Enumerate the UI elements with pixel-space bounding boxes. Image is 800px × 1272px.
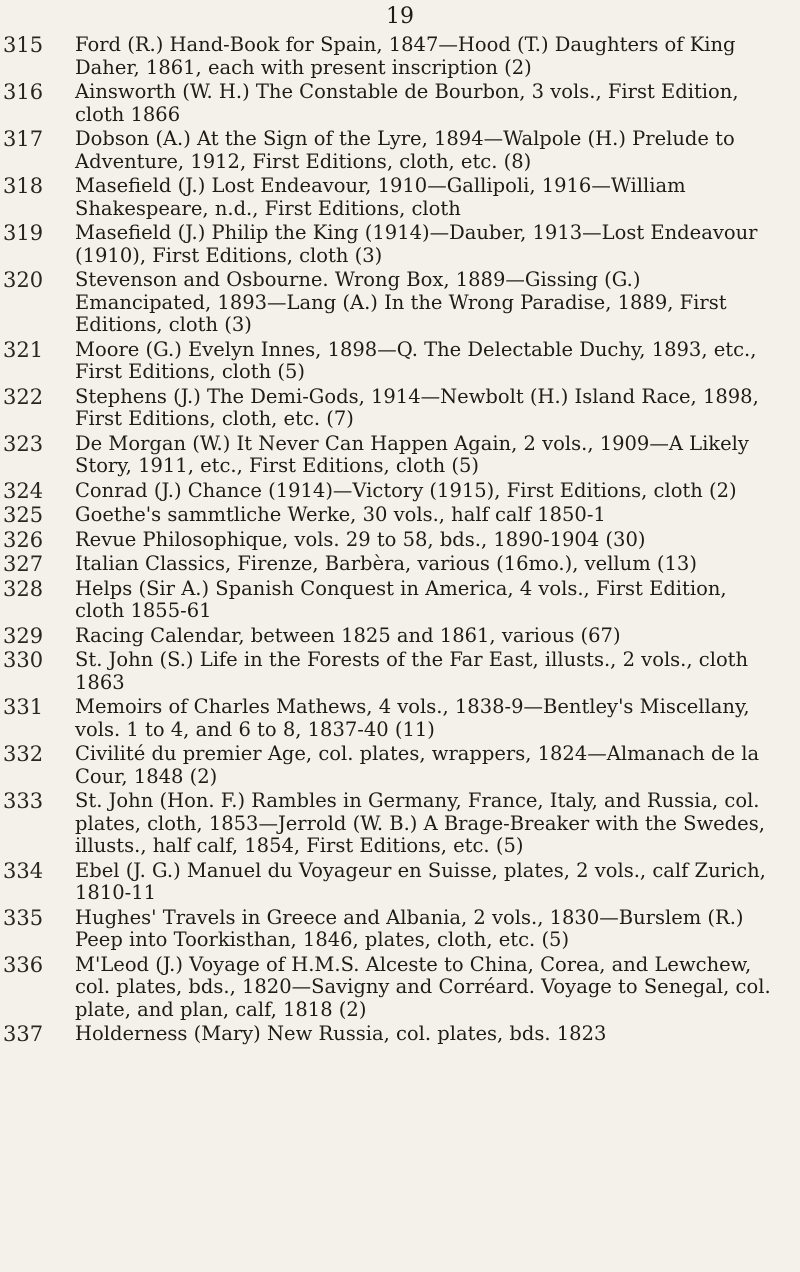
entry-text: Revue Philosophique, vols. 29 to 58, bds., 1890-1904 (30) [75, 527, 646, 551]
catalogue-entry [0, 269, 800, 337]
entry-text: Dobson (A.) At the Sign of the Lyre, 1894—Walpole (H.) Prelude to Adventure, 1912, First Editions, cloth, etc. (8) [75, 127, 735, 173]
catalogue-entry [0, 860, 800, 905]
lot-number: 332 [3, 742, 44, 766]
lot-number: 329 [3, 623, 44, 648]
entry-text: St. John (Hon. F.) Rambles in Germany, France, Italy, and Russia, col. plates, cloth, 1853—Jerrold (W. B.) A Brage-Breaker with the Swedes, illusts., half calf, 1854, First Editions, etc. (5) [75, 789, 765, 857]
lot-number: 316 [3, 80, 44, 104]
lot-number: 321 [3, 337, 44, 362]
entry-text: Ainsworth (W. H.) The Constable de Bourbon, 3 vols., First Edition, cloth 1866 [75, 80, 739, 126]
lot-number: 337 [3, 1022, 44, 1046]
lot-number: 318 [3, 174, 44, 198]
catalogue-entry [0, 128, 800, 173]
entry-text: Holderness (Mary) New Russia, col. plates, bds. 1823 [75, 1022, 607, 1045]
catalogue-list [0, 34, 800, 1048]
catalogue-entry [0, 175, 800, 220]
lot-number: 325 [3, 503, 44, 527]
catalogue-entry [0, 553, 800, 576]
catalogue-entry [0, 504, 800, 527]
catalogue-entry [0, 625, 800, 648]
entry-text: De Morgan (W.) It Never Can Happen Again, 2 vols., 1909—A Likely Story, 1911, etc., First Editions, cloth (5) [75, 431, 749, 477]
entry-text: Conrad (J.) Chance (1914)—Victory (1915), First Editions, cloth (2) [75, 478, 737, 502]
entry-text: Hughes' Travels in Greece and Albania, 2 vols., 1830—Burslem (R.) Peep into Toorkisthan, 1846, plates, cloth, etc. (5) [75, 905, 744, 951]
entry-text: St. John (S.) Life in the Forests of the Far East, illusts., 2 vols., cloth 1863 [75, 648, 749, 694]
lot-number: 336 [3, 952, 44, 977]
catalogue-entry [0, 696, 800, 741]
lot-number: 322 [3, 384, 44, 409]
lot-number: 319 [3, 221, 44, 245]
catalogue-entry [0, 649, 800, 694]
entry-text: Masefield (J.) Lost Endeavour, 1910—Gallipoli, 1916—William Shakespeare, n.d., First Editions, cloth [75, 174, 686, 220]
lot-number: 331 [3, 695, 44, 719]
catalogue-entry [0, 743, 800, 788]
lot-number: 317 [3, 127, 44, 151]
entry-text: Stephens (J.) The Demi-Gods, 1914—Newbolt (H.) Island Race, 1898, First Editions, cloth, etc. (7) [75, 384, 759, 430]
lot-number: 328 [3, 576, 44, 601]
entry-text: Goethe's sammtliche Werke, 30 vols., half calf 1850-1 [75, 503, 606, 526]
entry-text: Ebel (J. G.) Manuel du Voyageur en Suisse, plates, 2 vols., calf Zurich, 1810-11 [75, 858, 766, 904]
lot-number: 334 [3, 858, 44, 883]
catalogue-entry [0, 386, 800, 431]
catalogue-entry [0, 81, 800, 126]
entry-text: Helps (Sir A.) Spanish Conquest in America, 4 vols., First Edition, cloth 1855-61 [75, 576, 727, 622]
lot-number: 320 [3, 268, 44, 292]
entry-text: Racing Calendar, between 1825 and 1861, various (67) [75, 623, 621, 647]
entry-text: Masefield (J.) Philip the King (1914)—Dauber, 1913—Lost Endeavour (1910), First Editions, cloth (3) [75, 221, 758, 267]
catalogue-entry [0, 222, 800, 267]
entry-text: Civilité du premier Age, col. plates, wrappers, 1824—Almanach de la Cour, 1848 (2) [75, 742, 760, 788]
lot-number: 327 [3, 552, 44, 576]
lot-number: 335 [3, 905, 44, 930]
entry-text: M'Leod (J.) Voyage of H.M.S. Alceste to China, Corea, and Lewchew, col. plates, bds., 1820—Savigny and Corréard. Voyage to Senegal, col. plate, and plan, calf, 1818 (2) [75, 952, 771, 1021]
lot-number: 330 [3, 648, 44, 672]
catalogue-entry [0, 578, 800, 623]
lot-number: 315 [3, 33, 44, 57]
entry-text: Stevenson and Osbourne. Wrong Box, 1889—Gissing (G.) Emancipated, 1893—Lang (A.) In the Wrong Paradise, 1889, First Editions, cloth (3) [75, 268, 727, 336]
catalogue-entry [0, 34, 800, 79]
catalogue-entry [0, 1023, 800, 1046]
entry-text: Moore (G.) Evelyn Innes, 1898—Q. The Delectable Duchy, 1893, etc., First Editions, cloth (5) [75, 337, 757, 383]
catalogue-entry [0, 433, 800, 478]
catalogue-entry [0, 480, 800, 503]
entry-text: Italian Classics, Firenze, Barbèra, various (16mo.), vellum (13) [75, 552, 697, 575]
catalogue-entry [0, 954, 800, 1022]
catalogue-entry [0, 907, 800, 952]
lot-number: 326 [3, 527, 44, 552]
page-number: 19 [386, 4, 414, 29]
lot-number: 324 [3, 478, 44, 503]
entry-text: Ford (R.) Hand-Book for Spain, 1847—Hood (T.) Daughters of King Daher, 1861, each with present inscription (2) [75, 33, 736, 79]
entry-text: Memoirs of Charles Mathews, 4 vols., 1838-9—Bentley's Miscellany, vols. 1 to 4, and 6 to 8, 1837-40 (11) [75, 695, 750, 741]
catalogue-entry [0, 790, 800, 858]
catalogue-entry [0, 529, 800, 552]
lot-number: 323 [3, 431, 44, 456]
lot-number: 333 [3, 789, 44, 813]
catalogue-entry [0, 339, 800, 384]
